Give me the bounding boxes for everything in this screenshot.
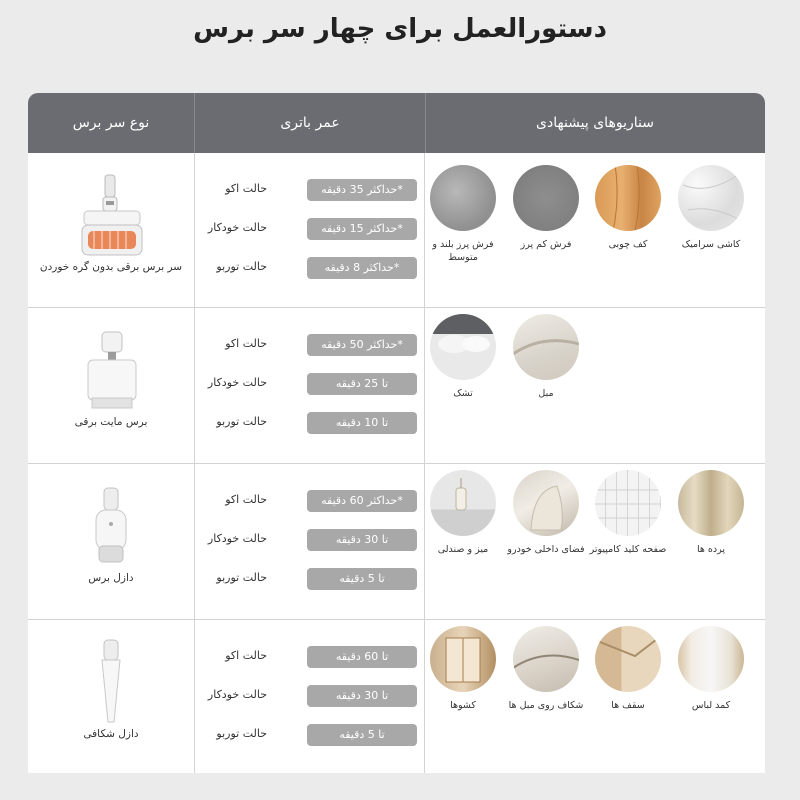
- header-battery: عمر باتری: [194, 93, 426, 153]
- scenario-label: فضای داخلی خودرو: [507, 544, 585, 555]
- scenario-label: میز و صندلی: [437, 544, 489, 555]
- mode-label: حالت خودکار: [207, 532, 267, 545]
- table-chair-icon: [430, 470, 496, 536]
- battery-value: تا 10 دقیقه: [307, 412, 417, 434]
- header-brush-type: نوع سر برس: [72, 115, 150, 131]
- table-row: [28, 308, 765, 464]
- battery-value: *حداکثر 60 دقیقه: [307, 490, 417, 512]
- battery-value: تا 5 دقیقه: [307, 724, 417, 746]
- battery-value: تا 5 دقیقه: [307, 568, 417, 590]
- scenario-label: شکاف روی مبل ها: [508, 700, 584, 711]
- scenario: [506, 165, 586, 251]
- table-row: [28, 464, 765, 620]
- sofa-gap-icon: [513, 626, 579, 692]
- ceramic-tile-icon: [678, 165, 744, 231]
- mode-label: حالت اکو: [225, 649, 267, 662]
- scenario-label: سقف ها: [611, 700, 645, 711]
- mode-label: حالت خودکار: [207, 376, 267, 389]
- table-row: [28, 153, 765, 308]
- scenario-label: کاشی سرامیک: [681, 239, 741, 250]
- mode-label: حالت خودکار: [207, 221, 267, 234]
- mode-label: حالت اکو: [225, 182, 267, 195]
- sofa-icon: [513, 314, 579, 380]
- battery-value: تا 30 دقیقه: [307, 685, 417, 707]
- high-pile-carpet-icon: [430, 165, 496, 231]
- crevice-nozzle-icon: [92, 638, 130, 726]
- scenario-label: پرده ها: [696, 544, 726, 555]
- low-pile-carpet-icon: [513, 165, 579, 231]
- scenario: [588, 470, 668, 556]
- scenario: [506, 626, 586, 712]
- brush-name: سر برس برقی بدون گره خوردن: [39, 261, 183, 273]
- car-interior-icon: [513, 470, 579, 536]
- mode-label: حالت خودکار: [207, 688, 267, 701]
- dust-brush-icon: [88, 486, 134, 566]
- scenario: [671, 626, 751, 712]
- scenario-label: کمد لباس: [691, 700, 731, 711]
- scenario-label: مبل: [538, 388, 554, 399]
- battery-value: *حداکثر 35 دقیقه: [307, 179, 417, 201]
- drawers-icon: [430, 626, 496, 692]
- battery-value: *حداکثر 15 دقیقه: [307, 218, 417, 240]
- scenario: [423, 314, 503, 400]
- mode-label: حالت توربو: [216, 415, 267, 428]
- header-scenarios: سناریوهای پیشنهادی: [536, 115, 654, 131]
- battery-value: تا 60 دقیقه: [307, 646, 417, 668]
- scenario: [506, 314, 586, 400]
- battery-value: *حداکثر 8 دقیقه: [307, 257, 417, 279]
- table-header: [28, 93, 765, 153]
- table-row: [28, 620, 765, 773]
- wood-floor-icon: [595, 165, 661, 231]
- curtain-icon: [678, 470, 744, 536]
- mattress-icon: [430, 314, 496, 380]
- page-title: دستورالعمل برای چهار سر برس: [193, 14, 607, 44]
- mode-label: حالت توربو: [216, 727, 267, 740]
- scenario: [671, 470, 751, 556]
- scenario: [423, 626, 503, 712]
- mode-label: حالت توربو: [216, 260, 267, 273]
- brush-name: دازل برس: [88, 572, 134, 584]
- battery-value: تا 25 دقیقه: [307, 373, 417, 395]
- scenario-label: فرش کم پرز: [520, 239, 572, 250]
- scenario-label: کشوها: [450, 700, 476, 711]
- keyboard-icon: [595, 470, 661, 536]
- mite-brush-icon: [78, 330, 146, 412]
- ceiling-icon: [595, 626, 661, 692]
- scenario-label: فرش پرز بلند و متوسط: [432, 239, 494, 263]
- scenario: [423, 165, 503, 264]
- scenario: [588, 165, 668, 251]
- scenario-label: کف چوبی: [608, 239, 648, 250]
- mode-label: حالت اکو: [225, 337, 267, 350]
- brush-name: برس مایت برقی: [74, 416, 148, 428]
- scenario: [423, 470, 503, 556]
- wardrobe-icon: [678, 626, 744, 692]
- battery-value: *حداکثر 50 دقیقه: [307, 334, 417, 356]
- mode-label: حالت اکو: [225, 493, 267, 506]
- scenario-label: تشک: [453, 388, 473, 399]
- mode-label: حالت توربو: [216, 571, 267, 584]
- scenario: [671, 165, 751, 251]
- electric-anti-tangle-brush-icon: [76, 173, 148, 259]
- battery-value: تا 30 دقیقه: [307, 529, 417, 551]
- scenario-label: صفحه کلید کامپیوتر: [589, 544, 667, 555]
- brush-name: دازل شکافی: [83, 728, 139, 740]
- brush-table: [28, 93, 765, 773]
- scenario: [506, 470, 586, 556]
- scenario: [588, 626, 668, 712]
